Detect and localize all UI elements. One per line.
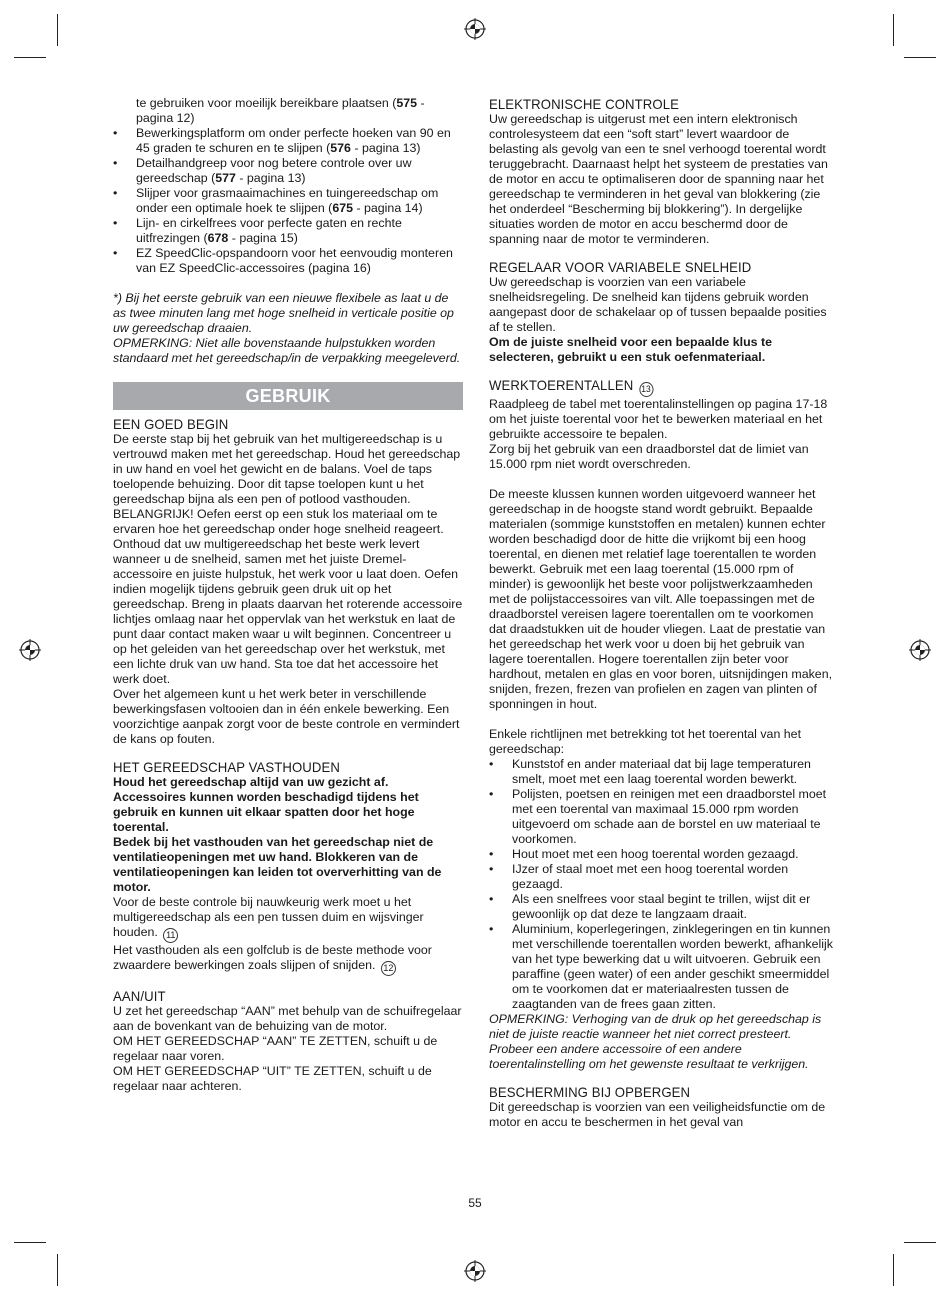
warning-paragraph: Houd het gereedschap altijd van uw gezicht af. Accessoires kunnen worden beschadigd tijdens het gebruik en kunnen uit elkaar spatten door het hoge toerental. (113, 775, 419, 834)
part-number: 675 (332, 201, 353, 215)
part-number: 678 (207, 231, 229, 245)
warning-paragraph: Bedek bij het vasthouden van het gereedschap niet de ventilatieopeningen met uw hand. Blokkeren van de ventilatieopeningen kan leiden tot oververhitting van de motor. (113, 835, 442, 894)
part-number: 577 (215, 171, 236, 185)
section-heading: ELEKTRONISCHE CONTROLE (489, 96, 679, 112)
crop-mark-bottom-right-v (893, 1254, 894, 1286)
paragraph: Raadpleeg de tabel met toerentalinstellingen op pagina 17-18 om het juiste toerental voor het te bewerken materiaal en het gebruikte accessoire te bepalen. (489, 397, 828, 441)
crop-mark-bottom-right-h (904, 1242, 936, 1243)
section-banner: GEBRUIK (113, 382, 463, 410)
paragraph: Dit gereedschap is voorzien van een veiligheidsfunctie om de motor en accu te beschermen in het geval van (489, 1100, 826, 1129)
registration-mark-icon (464, 1260, 486, 1282)
paragraph (113, 895, 463, 943)
text: Detailhandgreep voor nog betere controle over uw gereedschap ( (136, 156, 412, 185)
text: - pagina 13) (350, 141, 421, 155)
paragraph: OM HET GEREEDSCHAP “AAN” TE ZETTEN, schuift u de regelaar naar voren. (113, 1034, 438, 1063)
text: - pagina 13) (235, 171, 306, 185)
list-item (113, 156, 463, 186)
text: Lijn- en cirkelfrees voor perfecte gaten en rechte uitfrezingen ( (136, 216, 402, 245)
list-item (113, 246, 463, 276)
text: EZ SpeedClic-opspandoorn voor het eenvoudig monteren van EZ SpeedClic-accessoires (pagina 16) (136, 246, 453, 275)
list-item (113, 186, 463, 216)
crop-mark-bottom-left-h (14, 1242, 46, 1243)
paragraph: Zorg bij het gebruik van een draadborstel dat de limiet van 15.000 rpm niet wordt overschreden. (489, 442, 809, 471)
list-item: • IJzer of staal moet met een hoog toerental worden gezaagd. (489, 862, 834, 892)
part-number: 576 (330, 141, 351, 155)
list-item (113, 126, 463, 156)
figure-reference: 12 (381, 961, 396, 976)
text: Het vasthouden als een golfclub is de beste methode voor zwaardere bewerkingen zoals slijpen of snijden. (113, 943, 432, 972)
italic-note: *) Bij het eerste gebruik van een nieuwe flexibele as laat u de as twee minuten lang met hoge snelheid in verticale positie op uw gereedschap draaien. (113, 291, 454, 335)
paragraph: Uw gereedschap is voorzien van een variabele snelheidsregeling. De snelheid kan tijdens gebruik worden aangepast door de schakelaar op of tussen bepaalde posities af te stellen. (489, 275, 827, 334)
crop-mark-top-right-h (904, 57, 936, 58)
paragraph: BELANGRIJK! Oefen eerst op een stuk los materiaal om te ervaren hoe het gereedschap onder hoge snelheid reageert. Onthoud dat uw multigereedschap het beste werk levert wanneer u de snelheid, samen met het juiste Dremel-accessoire en juiste hulpstuk, het werk voor u laat doen. Oefen indien mogelijk tijdens gebruik geen druk uit op het gereedschap. Breng in plaats daarvan het roterende accessoire lichtjes omlaag naar het oppervlak van het werkstuk en laat de punt daar contact maken waar u wilt beginnen. Concentreer u op het geleiden van het gereedschap over het werkstuk, met een lichte druk van uw hand. Sta toe dat het accessoire het werk doet. (113, 507, 463, 686)
page-number: 55 (468, 1196, 482, 1210)
bold-paragraph: Om de juiste snelheid voor een bepaalde klus te selecteren, gebruikt u een stuk oefenmateriaal. (489, 335, 773, 364)
paragraph: De meeste klussen kunnen worden uitgevoerd wanneer het gereedschap in de hoogste stand wordt gebruikt. Bepaalde materialen (sommige kunststoffen en metalen) kunnen echter worden beschadigd door de hitte die vrijkomt bij een hoog toerental, en dienen met relatief lage toerentallen te worden bewerkt. Gebruik met een laag toerental (15.000 rpm of minder) is gewoonlijk het beste voor polijstwerkzaamheden met de polijstaccessoires van vilt. Alle toepassingen met de draadborstel vereisen lagere toerentallen om te voorkomen dat draadstukken uit de houder vliegen. Laat de prestatie van het gereedschap het werk voor u doen bij het gebruik van lagere toerentallen. Hogere toerentallen zijn beter voor hardhout, metalen en glas en voor boren, uitsnijdingen maken, snijden, frezen, frezen van profielen en zagen van plinten of sponningen in hout. (489, 487, 833, 711)
list-item: • Polijsten, poetsen en reinigen met een draadborstel moet met een toerental van maximaal 15.000 rpm worden uitgevoerd om schade aan de borstel en uw materiaal te voorkomen. (489, 787, 834, 847)
list-item: • Kunststof en ander materiaal dat bij lage temperaturen smelt, moet met een laag toerental worden bewerkt. (489, 757, 834, 787)
paragraph: OM HET GEREEDSCHAP “UIT” TE ZETTEN, schuift u de regelaar naar achteren. (113, 1064, 432, 1093)
text: Voor de beste controle bij nauwkeurig werk moet u het multigereedschap als een pen tussen duim en wijsvinger houden. (113, 895, 424, 939)
registration-mark-icon (464, 18, 486, 40)
section-heading: BESCHERMING BIJ OPBERGEN (489, 1084, 691, 1100)
crop-mark-top-left-v (57, 14, 58, 46)
paragraph: Over het algemeen kunt u het werk beter in verschillende bewerkingsfasen voltooien dan in één enkele bewerking. Een voorzichtige aanpak zorgt voor de beste controle en vermindert de kans op fouten. (113, 687, 460, 746)
left-column (113, 96, 463, 1094)
heading-text: WERKTOERENTALLEN (489, 377, 634, 393)
speed-guideline-list (489, 757, 834, 1012)
section-heading: AAN/UIT (113, 988, 166, 1004)
figure-reference: 13 (639, 382, 653, 397)
list-item (113, 216, 463, 246)
accessory-continuation (113, 96, 463, 126)
accessory-list (113, 126, 463, 276)
text: Bewerkingsplatform om onder perfecte hoeken van 90 en 45 graden te schuren en te slijpen ( (136, 126, 451, 155)
paragraph: Enkele richtlijnen met betrekking tot het toerental van het gereedschap: (489, 727, 802, 756)
section-heading: HET GEREEDSCHAP VASTHOUDEN (113, 759, 340, 775)
paragraph: U zet het gereedschap “AAN” met behulp van de schuifregelaar aan de bovenkant van de behuizing van de motor. (113, 1004, 462, 1033)
section-heading: REGELAAR VOOR VARIABELE SNELHEID (489, 259, 752, 275)
list-item: • Hout moet met een hoog toerental worden gezaagd. (489, 847, 834, 862)
registration-mark-icon (19, 639, 41, 661)
section-heading: EEN GOED BEGIN (113, 416, 229, 432)
crop-mark-bottom-left-v (57, 1254, 58, 1286)
paragraph (113, 943, 463, 976)
italic-note: OPMERKING: Verhoging van de druk op het gereedschap is niet de juiste reactie wanneer het niet correct presteert. Probeer een andere accessoire of een andere toerentalinstelling om het gewenste resultaat te verkrijgen. (489, 1012, 822, 1071)
figure-reference: 11 (163, 928, 178, 943)
crop-mark-top-right-v (893, 14, 894, 46)
registration-mark-icon (909, 639, 931, 661)
text: te gebruiken voor moeilijk bereikbare plaatsen ( (136, 96, 397, 110)
text: Slijper voor grasmaaimachines en tuingereedschap om onder een optimale hoek te slijpen ( (136, 186, 439, 215)
paragraph: Uw gereedschap is uitgerust met een intern elektronisch controlesysteem dat een “soft start” levert waardoor de belasting als gevolg van een te snel verhoogd toerental wordt teruggebracht. Daarnaast helpt het systeem de prestaties van de motor en accu te optimaliseren door de spanning naar het gereedschap te verminderen in het geval van blokkering (zie het onderdeel “Bescherming bij blokkering”). In dergelijke situaties worden de motor en accu beschermd door de spanning naar de motor te verminderen. (489, 112, 828, 246)
text: - pagina 12) (136, 96, 425, 125)
right-column (489, 96, 834, 1130)
paragraph: De eerste stap bij het gebruik van het multigereedschap is u vertrouwd maken met het gereedschap. Houd het gereedschap in uw hand en voel het gewicht en de balans. Voel de taps toelopende behuizing. Door dit tapse toelopen kunt u het gereedschap bijna als een pen of potlood vasthouden. (113, 432, 461, 506)
list-item: • Aluminium, koperlegeringen, zinklegeringen en tin kunnen met verschillende toerentallen worden bewerkt, afhankelijk van het type bewerking dat u wilt uitvoeren. Gebruik een paraffine (geen water) of een ander geschikt smeermiddel om te voorkomen dat er materiaalresten tussen de zaagtanden van de frees gaan zitten. (489, 922, 834, 1012)
part-number: 575 (396, 96, 418, 110)
text: - pagina 15) (228, 231, 298, 245)
list-item: • Als een snelfrees voor staal begint te trillen, wijst dit er gewoonlijk op dat deze te langzaam draait. (489, 892, 834, 922)
crop-mark-top-left-h (14, 57, 46, 58)
section-heading (489, 377, 813, 397)
text: - pagina 14) (353, 201, 423, 215)
italic-note: OPMERKING: Niet alle bovenstaande hulpstukken worden standaard met het gereedschap/in de verpakking meegeleverd. (113, 336, 461, 365)
